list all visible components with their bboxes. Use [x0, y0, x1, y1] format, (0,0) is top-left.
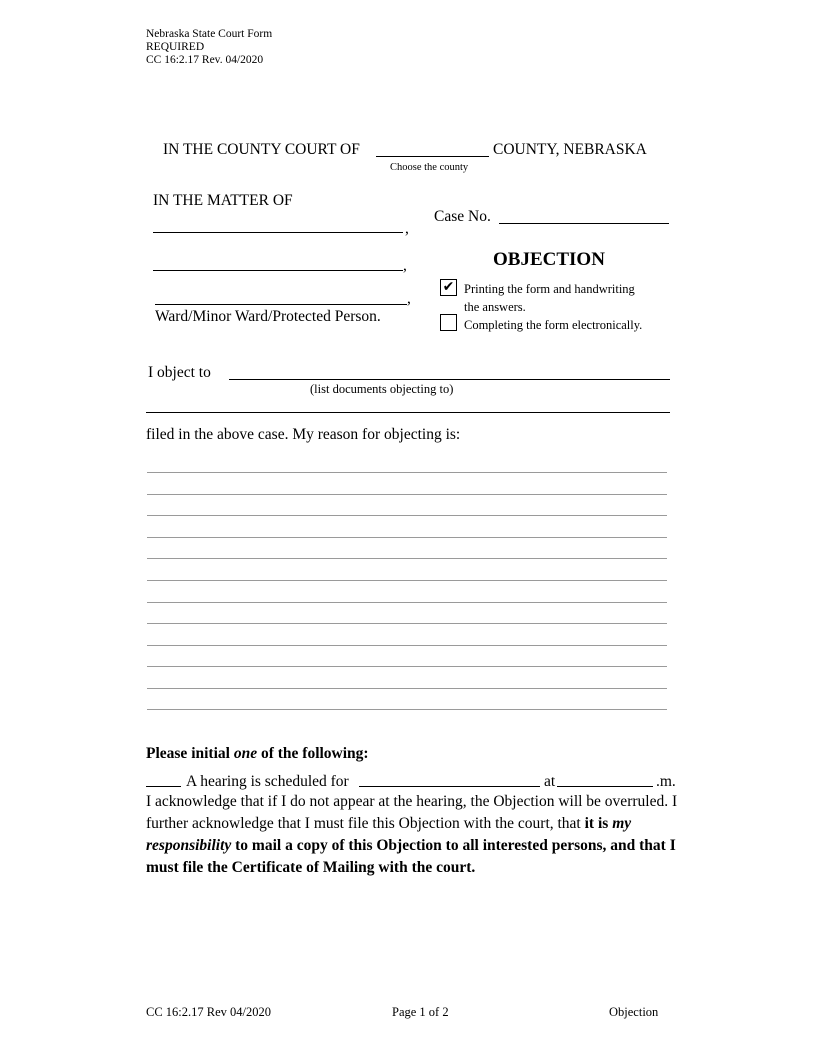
printing-checkbox[interactable] — [440, 279, 457, 296]
case-no-input[interactable] — [499, 207, 669, 224]
matter-name-input-1[interactable] — [153, 216, 403, 233]
matter-comma-3: , — [407, 290, 411, 307]
form-header-line1: Nebraska State Court Form — [146, 28, 273, 40]
reason-line[interactable] — [147, 666, 667, 667]
reason-line[interactable] — [147, 602, 667, 603]
printing-option-label-2: the answers. — [464, 300, 526, 314]
acknowledgment-text — [146, 791, 686, 879]
am-pm-suffix: .m. — [656, 773, 676, 790]
initial-heading — [146, 745, 369, 763]
ward-label: Ward/Minor Ward/Protected Person. — [155, 308, 381, 325]
reason-line[interactable] — [147, 515, 667, 516]
reason-line[interactable] — [147, 623, 667, 624]
hearing-date-input[interactable] — [359, 770, 540, 787]
initial-heading-post: of the following: — [257, 745, 369, 762]
matter-comma-1: , — [405, 220, 409, 237]
reason-line[interactable] — [147, 472, 667, 473]
electronic-checkbox[interactable] — [440, 314, 457, 331]
reason-intro: filed in the above case. My reason for objecting is: — [146, 426, 461, 443]
initial-heading-em: one — [233, 745, 258, 762]
printing-option-label-1: Printing the form and handwriting — [464, 282, 635, 296]
reason-line[interactable] — [147, 558, 667, 559]
acknowledgment-bold-1: it is — [584, 815, 613, 832]
initial-heading-pre: Please initial — [146, 745, 234, 762]
reason-line[interactable] — [147, 580, 667, 581]
electronic-option-label: Completing the form electronically. — [464, 318, 643, 332]
hearing-time-input[interactable] — [557, 770, 653, 787]
documents-input[interactable] — [229, 363, 670, 380]
at-label: at — [544, 773, 556, 790]
court-prefix: IN THE COUNTY COURT OF — [163, 141, 360, 158]
acknowledgment-body: I acknowledge that if I do not appear at the hearing, the Objection will be overruled. I further acknowledge that I must file this Objection with the court, that — [146, 793, 678, 832]
matter-name-input-2[interactable] — [153, 254, 403, 271]
reason-line[interactable] — [147, 645, 667, 646]
object-to-label: I object to — [148, 364, 211, 381]
matter-name-input-3[interactable] — [155, 288, 407, 305]
matter-comma-2: , — [403, 257, 407, 274]
matter-label: IN THE MATTER OF — [153, 192, 293, 209]
document-title: OBJECTION — [493, 249, 605, 270]
acknowledgment-emphasis: my responsibility — [146, 815, 632, 854]
footer-form-number: CC 16:2.17 Rev 04/2020 — [146, 1005, 272, 1019]
form-header-line2: REQUIRED — [146, 41, 205, 53]
initial-input[interactable] — [146, 770, 181, 787]
checkmark-icon: ✔ — [442, 279, 455, 295]
reason-line[interactable] — [147, 494, 667, 495]
documents-input-2[interactable] — [146, 396, 670, 413]
court-suffix: COUNTY, NEBRASKA — [493, 141, 647, 158]
case-no-label: Case No. — [434, 208, 491, 225]
footer-form-name: Objection — [609, 1005, 659, 1019]
county-input[interactable] — [376, 140, 489, 157]
form-header-line3: CC 16:2.17 Rev. 04/2020 — [146, 54, 264, 66]
acknowledgment-bold-2: to mail a copy of this Objection to all interested persons, and that I must file the Certificate of Mailing with the court. — [146, 837, 676, 876]
reason-line[interactable] — [147, 709, 667, 710]
documents-hint: (list documents objecting to) — [310, 382, 454, 396]
county-hint: Choose the county — [390, 162, 469, 173]
footer-page-number: Page 1 of 2 — [392, 1005, 449, 1019]
hearing-text: A hearing is scheduled for — [186, 773, 349, 790]
reason-line[interactable] — [147, 688, 667, 689]
reason-line[interactable] — [147, 537, 667, 538]
